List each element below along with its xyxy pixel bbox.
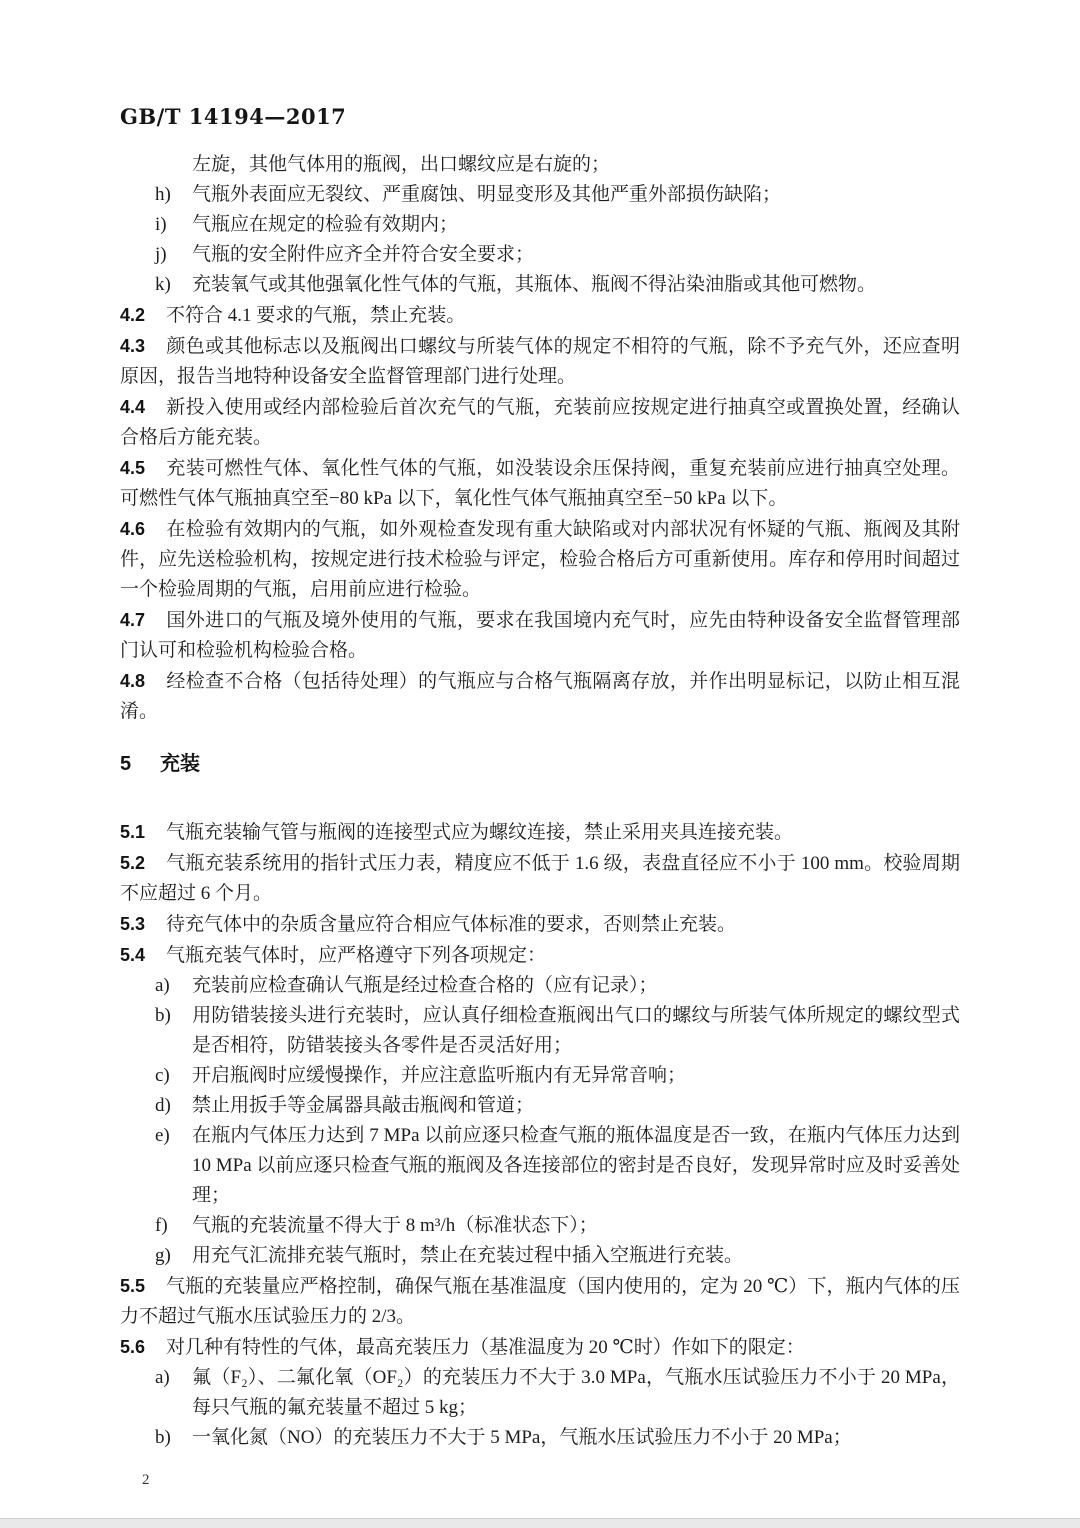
clause-text: 颜色或其他标志以及瓶阀出口螺纹与所装气体的规定不相符的气瓶，除不予充气外，还应查明原因，报告当地特种设备安全监督管理部门进行处理。: [120, 336, 960, 387]
clause-number: 5.4: [120, 945, 146, 965]
list-item-i: [120, 210, 960, 240]
clause-5-3: [120, 909, 960, 940]
list-item-5-6-a: [120, 1363, 960, 1423]
clause-4-5: [120, 453, 960, 514]
item-label: b): [155, 1005, 171, 1026]
continuation-line: 左旋，其他气体用的瓶阀，出口螺纹应是右旋的；: [192, 154, 611, 175]
item-text: 开启瓶阀时应缓慢操作，并应注意监听瓶内有无异常音响；: [192, 1065, 687, 1086]
item-text: 氟（F₂）、二氟化氧（OF₂）的充装压力不大于 3.0 MPa，气瓶水压试验压力不小于 20 MPa，每只气瓶的氟充装量不超过 5 kg；: [192, 1367, 960, 1418]
clause-text: 新投入使用或经内部检验后首次充气的气瓶，充装前应按规定进行抽真空或置换处置，经确认合格后方能充装。: [120, 397, 960, 448]
clause-4-4: [120, 392, 960, 453]
item-label: c): [155, 1065, 170, 1086]
item-label: e): [155, 1125, 170, 1146]
page-number: 2: [142, 1472, 150, 1488]
item-text: 在瓶内气体压力达到 7 MPa 以前应逐只检查气瓶的瓶体温度是否一致，在瓶内气体压力达到 10 MPa 以前应逐只检查气瓶的瓶阀及各连接部位的密封是否良好，发现异常时应及时妥善处理；: [192, 1125, 960, 1206]
item-label: a): [155, 975, 170, 996]
list-item-5-4-e: [120, 1121, 960, 1211]
section-5-heading: [120, 749, 960, 779]
clause-number: 4.5: [120, 458, 146, 478]
list-item-5-6-b: [120, 1423, 960, 1453]
clause-text: 气瓶充装输气管与瓶阀的连接型式应为螺纹连接，禁止采用夹具连接充装。: [166, 822, 794, 843]
item-label: h): [155, 184, 171, 205]
clause-number: 5.5: [120, 1276, 146, 1296]
item-label: j): [155, 244, 167, 265]
clause-4-7: [120, 605, 960, 666]
clause-4-8: [120, 666, 960, 727]
clause-5-1: [120, 817, 960, 848]
clause-4-6: [120, 514, 960, 605]
item-text: 气瓶外表面应无裂纹、严重腐蚀、明显变形及其他严重外部损伤缺陷；: [192, 184, 782, 205]
item-text: 禁止用扳手等金属器具敲击瓶阀和管道；: [192, 1095, 535, 1116]
clause-5-4: [120, 940, 960, 971]
scan-bottom-edge: [0, 1518, 1080, 1528]
clause-text: 气瓶充装系统用的指针式压力表，精度应不低于 1.6 级，表盘直径应不小于 100 mm。校验周期不应超过 6 个月。: [120, 853, 960, 904]
item-text: 气瓶应在规定的检验有效期内；: [192, 214, 459, 235]
clause-text: 气瓶的充装量应严格控制，确保气瓶在基准温度（国内使用的，定为 20 ℃）下，瓶内气体的压力不超过气瓶水压试验压力的 2/3。: [120, 1276, 960, 1327]
clause-text: 充装可燃性气体、氧化性气体的气瓶，如没装设余压保持阀，重复充装前应进行抽真空处理。可燃性气体气瓶抽真空至−80 kPa 以下，氧化性气体气瓶抽真空至−50 kPa 以下。: [120, 458, 960, 509]
clause-text: 国外进口的气瓶及境外使用的气瓶，要求在我国境内充气时，应先由特种设备安全监督管理部门认可和检验机构检验合格。: [120, 610, 960, 661]
document-body: [120, 150, 960, 1495]
item-text: 充装前应检查确认气瓶是经过检查合格的（应有记录）；: [192, 975, 658, 996]
clause-text: 对几种有特性的气体，最高充装压力（基准温度为 20 ℃时）作如下的限定：: [166, 1337, 805, 1358]
clause-4-3: [120, 331, 960, 392]
item-label: f): [155, 1215, 168, 1236]
item-text: 气瓶的充装流量不得大于 8 m³/h（标准状态下）；: [192, 1215, 598, 1236]
section-number: 5: [120, 753, 132, 775]
clause-5-5: [120, 1271, 960, 1332]
clause-number: 4.8: [120, 671, 146, 691]
list-item-5-4-c: [120, 1061, 960, 1091]
clause-number: 4.6: [120, 519, 146, 539]
list-item-k: [120, 270, 960, 300]
clause-number: 4.7: [120, 610, 146, 630]
clause-5-6: [120, 1332, 960, 1363]
list-item-5-4-b: [120, 1001, 960, 1061]
clause-number: 4.4: [120, 397, 146, 417]
item-label: g): [155, 1245, 171, 1266]
item-label: d): [155, 1095, 171, 1116]
clause-text: 待充气体中的杂质含量应符合相应气体标准的要求，否则禁止充装。: [166, 914, 737, 935]
clause-text: 气瓶充装气体时，应严格遵守下列各项规定：: [166, 945, 547, 966]
clause-text: 不符合 4.1 要求的气瓶，禁止充装。: [166, 305, 466, 326]
item-text: 用防错装接头进行充装时，应认真仔细检查瓶阀出气口的螺纹与所装气体所规定的螺纹型式是否相符，防错装接头各零件是否灵活好用；: [192, 1005, 960, 1056]
item-label: k): [155, 274, 171, 295]
clause-number: 4.2: [120, 305, 146, 325]
clause-text: 经检查不合格（包括待处理）的气瓶应与合格气瓶隔离存放，并作出明显标记，以防止相互混淆。: [120, 671, 960, 722]
section-title: 充装: [160, 753, 200, 775]
list-item-h: [120, 180, 960, 210]
list-item-5-4-g: [120, 1241, 960, 1271]
item-text: 气瓶的安全附件应齐全并符合安全要求；: [192, 244, 535, 265]
list-item-5-4-d: [120, 1091, 960, 1121]
clause-5-2: [120, 848, 960, 909]
item-label: a): [155, 1367, 170, 1388]
list-item-5-4-a: [120, 971, 960, 1001]
standard-number-header: GB/T 14194—2017: [120, 104, 347, 129]
clause-text: 在检验有效期内的气瓶，如外观检查发现有重大缺陷或对内部状况有怀疑的气瓶、瓶阀及其附件，应先送检验机构，按规定进行技术检验与评定，检验合格后方可重新使用。库存和停用时间超过一个检验周期的气瓶，启用前应进行检验。: [120, 519, 960, 600]
item-label: b): [155, 1427, 171, 1448]
clause-number: 4.3: [120, 336, 146, 356]
list-item-5-4-f: [120, 1211, 960, 1241]
list-item-j: [120, 240, 960, 270]
item-text: 一氧化氮（NO）的充装压力不大于 5 MPa，气瓶水压试验压力不小于 20 MPa；: [192, 1427, 852, 1448]
clause-4-2: [120, 300, 960, 331]
clause-number: 5.3: [120, 914, 146, 934]
clause-number: 5.1: [120, 822, 146, 842]
item-label: i): [155, 214, 167, 235]
item-text: 用充气汇流排充装气瓶时，禁止在充装过程中插入空瓶进行充装。: [192, 1245, 744, 1266]
clause-number: 5.2: [120, 853, 146, 873]
clause-number: 5.6: [120, 1337, 146, 1357]
item-text: 充装氧气或其他强氧化性气体的气瓶，其瓶体、瓶阀不得沾染油脂或其他可燃物。: [192, 274, 877, 295]
